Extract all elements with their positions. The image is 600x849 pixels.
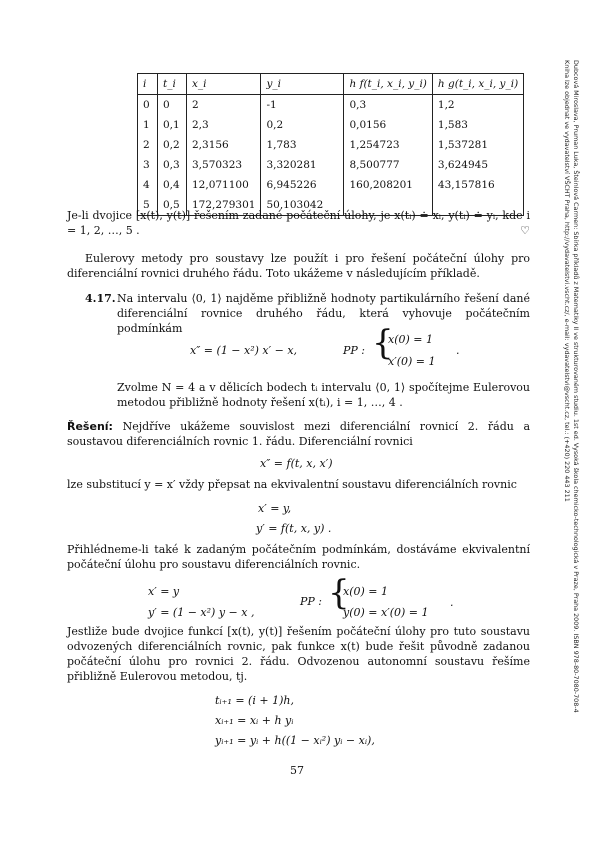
side-line-1: Dubcová Miroslava, Pruman Luka, Šteinlová Carmen: Sbírka příkladů z Matematiky II ve strukturovaném studiu. 1st ed. Vysoká škola chemicko-technologická v Praze, Praha 2009. ISBN 978-80-7080-708-4 [572,60,580,713]
pp1-period: . [456,344,460,357]
table-cell: 1,583 [432,115,523,135]
equation-5c: yᵢ₊₁ = yᵢ + h((1 − xᵢ²) yᵢ − xᵢ), [215,734,375,747]
values-table [137,73,524,216]
paragraph-4: Přihlédneme-li také k zadaným počátečním podmínkám, dostáváme ekvivalentní počáteční úlohu pro soustavu diferenciálních rovnic. [67,543,530,571]
brace-1: { [372,323,394,363]
example-text: Na intervalu ⟨0, 1⟩ najděme přibližně hodnoty partikulárního řešení dané diferenciální rovnice druhého řádu, která vyhovuje počátečním podmínkám [117,292,530,335]
table-cell: 0,3 [158,155,187,175]
table-row [138,95,524,116]
equation-4a: x′ = y [148,585,180,598]
table-cell: 0,5 [158,195,187,216]
col-header: t_i [158,74,187,95]
solution-paragraph [67,420,530,450]
col-header: i [138,74,158,95]
pp-label-1: PP : [343,344,366,357]
table-cell: 2 [187,95,261,116]
table-cell: 12,071100 [187,175,261,195]
example-text-2: Zvolme N = 4 a v dělicích bodech tᵢ intervalu ⟨0, 1⟩ spočítejme Eulerovou metodou přibližně hodnoty řešení x(tᵢ), i = 1, …, 4 . [117,381,530,409]
table-cell: 6,945226 [261,175,344,195]
table-cell: 1,254723 [344,135,432,155]
col-header: h g(t_i, x_i, y_i) [432,74,523,95]
table-cell: 50,103042 [261,195,344,216]
col-header: x_i [187,74,261,95]
side-line-2: Kniha lze objednat ve vydavatelství VŠCHT Praha, http://vydavatelstvi.vscht.cz/, e-mail: vydavatelstvi@vscht.cz, tel.: (+420) 220 443 211 [563,60,572,502]
table-row [138,175,524,195]
side-citation-text [563,60,580,713]
table-cell: 2 [138,135,158,155]
table-cell: 160,208201 [344,175,432,195]
example-number: 4.17. [85,292,116,305]
table-cell: 5 [138,195,158,216]
page-number: 57 [290,764,304,777]
table-cell: 3,570323 [187,155,261,175]
table-cell: 1 [138,115,158,135]
col-header: h f(t_i, x_i, y_i) [344,74,432,95]
equation-5b: xᵢ₊₁ = xᵢ + h yᵢ [215,714,294,727]
solution-text: Nejdříve ukážeme souvislost mezi diferenciální rovnicí 2. řádu a soustavou diferenciálních rovnic 1. řádu. Diferenciální rovnici [67,420,531,448]
table-cell: 0,2 [261,115,344,135]
table-cell: 0,4 [158,175,187,195]
equation-4b: y′ = (1 − x²) y − x , [148,606,255,619]
table-cell: 0,1 [158,115,187,135]
pp2-line-b: y(0) = x′(0) = 1 [343,606,429,619]
brace-2: { [328,573,350,613]
table-cell: 0 [138,95,158,116]
table-cell: 8,500777 [344,155,432,175]
side-citation [563,60,586,780]
table-cell: 172,279301 [187,195,261,216]
solution-label: Řešení: [67,420,113,433]
equation-2: x″ = f(t, x, x′) [260,457,333,470]
table-cell: 1,783 [261,135,344,155]
table-cell: 0,3 [344,95,432,116]
paragraph-5: Jestliže bude dvojice funkcí [x(t), y(t)] řešením počáteční úlohy pro tuto soustavu odvozených diferenciálních rovnic, pak funkce x(t) bude řešit původně zadanou počáteční úlohu pro rovnici 2. řádu. Odvozenou autonomní soustavu řešíme přibližně Eulerovou metodou, tj. [67,625,530,683]
table-cell: 43,157816 [432,175,523,195]
pp-label-2: PP : [300,595,323,608]
table-cell: 2,3156 [187,135,261,155]
end-mark: ♡ [520,223,530,237]
table-cell: 3,624945 [432,155,523,175]
table-cell: 3,320281 [261,155,344,175]
paragraph-1-text: Je-li dvojice [x(t), y(t)] řešením zadané počáteční úlohy, je x(tᵢ) ≐ xᵢ, y(tᵢ) ≐ yᵢ, kde i = 1, 2, …, 5 . [67,209,530,237]
equation-5a: tᵢ₊₁ = (i + 1)h, [215,694,294,707]
pp2-line-a: x(0) = 1 [343,585,388,598]
col-header: y_i [261,74,344,95]
pp1-line-a: x(0) = 1 [388,333,433,346]
equation-1: x″ = (1 − x²) x′ − x, [190,344,298,357]
table-row [138,155,524,175]
paragraph-1 [67,209,530,239]
table-header-row [138,74,524,95]
table-cell: 1,537281 [432,135,523,155]
pp2-period: . [450,596,454,609]
table-row [138,115,524,135]
equation-3b: y′ = f(t, x, y) . [256,522,332,535]
equation-3a: x′ = y, [258,502,292,515]
paragraph-2: Eulerovy metody pro soustavy lze použít i pro řešení počáteční úlohy pro diferenciální rovnici druhého řádu. Toto ukážeme v následujícím příkladě. [67,252,530,280]
table-cell: -1 [261,95,344,116]
table-cell: 3 [138,155,158,175]
table-cell: 1,2 [432,95,523,116]
table-cell: 4 [138,175,158,195]
table-cell: 2,3 [187,115,261,135]
table-cell: 0,2 [158,135,187,155]
table-cell: 0 [158,95,187,116]
table-cell: 0,0156 [344,115,432,135]
paragraph-3: lze substitucí y = x′ vždy přepsat na ekvivalentní soustavu diferenciálních rovnic [67,478,517,491]
table-row [138,135,524,155]
pp1-line-b: x′(0) = 1 [388,355,436,368]
